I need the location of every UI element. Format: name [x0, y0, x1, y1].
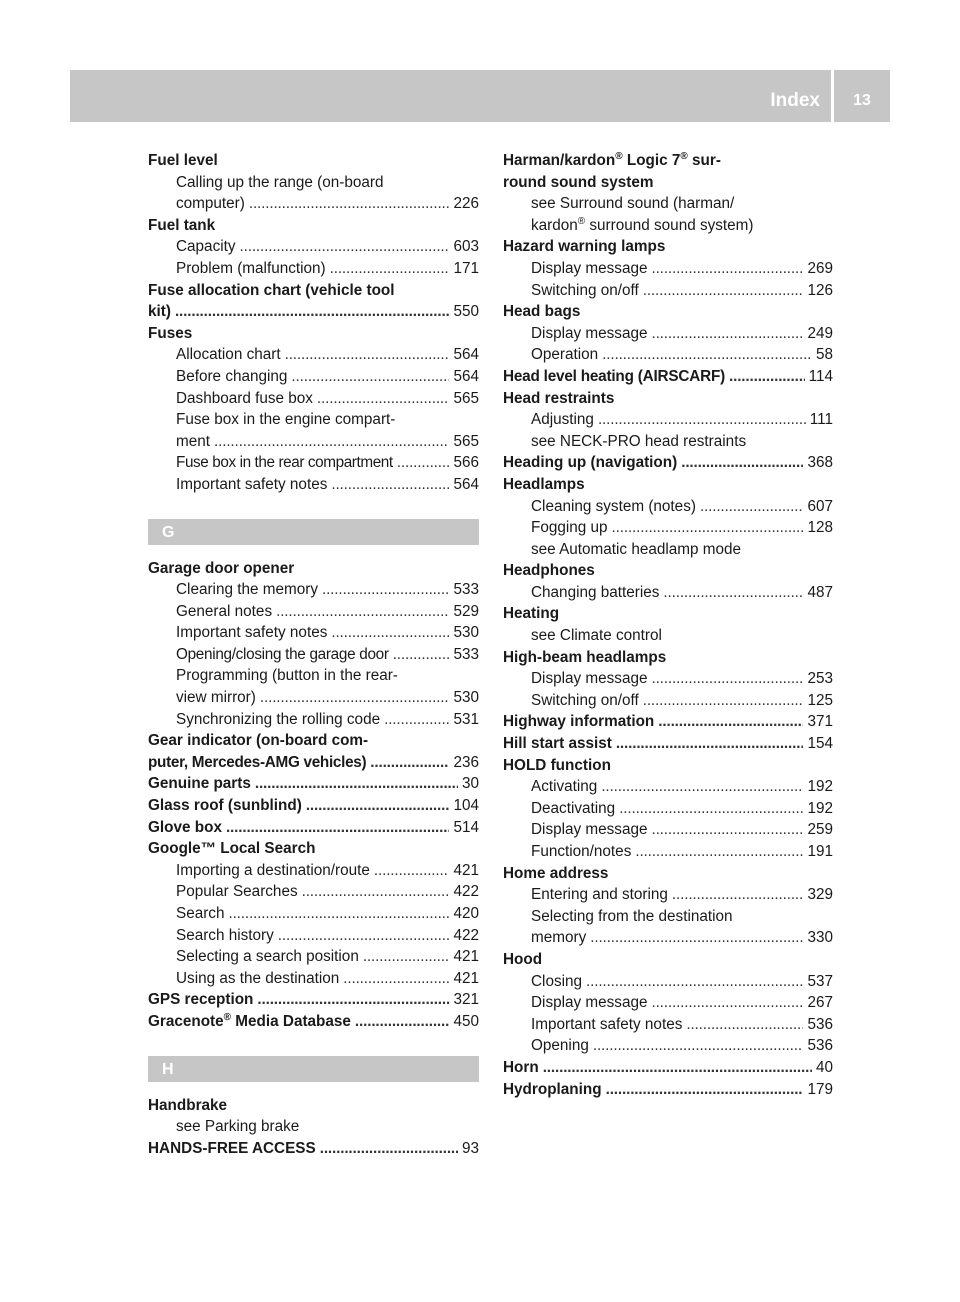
page-ref[interactable]: 422 — [453, 926, 479, 944]
page-ref[interactable]: 154 — [807, 735, 833, 753]
page-ref[interactable]: 530 — [453, 689, 479, 707]
page-ref[interactable]: 226 — [453, 195, 479, 213]
page-ref[interactable]: 530 — [453, 624, 479, 642]
page-ref[interactable]: 421 — [453, 969, 479, 987]
index-entry-glove-box: Glove box . . . 514 — [148, 817, 479, 839]
index-entry-fuel-tank: Fuel tank — [148, 216, 216, 234]
page-ref[interactable]: 537 — [807, 972, 833, 990]
page-ref[interactable]: 126 — [807, 281, 833, 299]
page-ref[interactable]: 111 — [809, 411, 833, 429]
page-ref[interactable]: 192 — [807, 799, 833, 817]
page-ref[interactable]: 171 — [453, 259, 479, 277]
index-entry-google-local-search: Google™ Local Search — [148, 840, 316, 858]
page-ref[interactable]: 329 — [807, 886, 833, 904]
index-entry-hazard-warning-lamps: Hazard warning lamps — [503, 238, 666, 256]
page-ref[interactable]: 371 — [807, 713, 833, 731]
index-entry-home-address: Home address — [503, 864, 609, 882]
page-ref[interactable]: 30 — [461, 775, 479, 793]
section-header-g: G — [148, 519, 479, 545]
page-ref[interactable]: 607 — [807, 497, 833, 515]
page-ref[interactable]: 421 — [453, 948, 479, 966]
page-ref[interactable]: 603 — [453, 238, 479, 256]
page-ref[interactable]: 40 — [815, 1058, 833, 1076]
page-ref[interactable]: 104 — [453, 797, 479, 815]
index-entry-horn: Horn . . . 40 — [503, 1057, 833, 1079]
page-ref[interactable]: 487 — [807, 583, 833, 601]
cross-reference[interactable]: see Climate control — [531, 627, 662, 645]
page-ref[interactable]: 421 — [453, 861, 479, 879]
page-ref[interactable]: 529 — [453, 602, 479, 620]
index-entry-harman-kardon: Harman/kardon® Logic 7® sur- — [503, 151, 721, 169]
index-entry-fuel-level: Fuel level — [148, 152, 218, 169]
index-entry-heating: Heating — [503, 605, 560, 623]
page-ref[interactable]: 267 — [807, 994, 833, 1012]
page-ref[interactable]: 564 — [453, 367, 479, 385]
index-entry-gracenote: Gracenote® Media Database . . . 450 — [148, 1011, 479, 1033]
index-entry-hydroplaning: Hydroplaning . . . 179 — [503, 1079, 833, 1101]
index-entry-handbrake: Handbrake — [148, 1096, 228, 1114]
index-entry-headlamps: Headlamps — [503, 475, 585, 493]
page-ref[interactable]: 321 — [453, 991, 479, 1009]
cross-reference[interactable]: see NECK-PRO head restraints — [531, 432, 747, 450]
page-ref[interactable]: 533 — [453, 645, 479, 663]
page-number: 13 — [834, 70, 890, 122]
page-ref[interactable]: 128 — [807, 519, 833, 537]
index-entry-high-beam-headlamps: High-beam headlamps — [503, 648, 667, 666]
page-ref[interactable]: 420 — [453, 905, 479, 922]
index-entry-headphones: Headphones — [503, 562, 595, 580]
index-entry-garage-door-opener: Garage door opener — [148, 559, 295, 577]
index-entry-hands-free-access: HANDS-FREE ACCESS . . . 93 — [148, 1138, 479, 1160]
page-ref[interactable]: 536 — [807, 1037, 833, 1055]
index-entry-head-level-heating: Head level heating (AIRSCARF) . . . 114 — [503, 366, 833, 388]
index-entry-hold-function: HOLD function — [503, 756, 611, 774]
page-ref[interactable]: 236 — [453, 753, 479, 771]
page-ref[interactable]: 259 — [807, 821, 833, 839]
page-ref[interactable]: 536 — [807, 1015, 833, 1033]
page-ref[interactable]: 450 — [453, 1012, 479, 1030]
page-ref[interactable]: 550 — [453, 303, 479, 321]
page-ref[interactable]: 253 — [807, 670, 833, 688]
page-ref[interactable]: 58 — [815, 346, 833, 364]
index-column-right: Harman/kardon® Logic 7® sur- round sound system see Surround sound (harman/ kardon® surround sound system) Hazard warning lamps Display message . . . 269 Switching on/off . . . 126 Head bags Display message . . . 249 Operation . . . 58 Head level heating (AIRSCARF) . . . 114 Head restraints Adjusting . . . 111 see NECK-PRO head restraints Heading up (navigation) . . . 368 Headlamps Cleaning system (notes) . . . 607 Fogging up . . . 128 see Automatic headlamp mode Headphones Changing batteries . . . 487 Heating see Climate control High-beam headlamps Display message . . . 253 Switching on/off . . . 125 Highway information . . . 371 Hill start assist . . . 154 HOLD function Activating . . . 192 Deactivating . . . 192 Display message . . . 259 Function/notes . . . 191 Home address Entering and storing . . . 329 Selecting from the destination memory . . . 330 Hood Closing . . . 537 Display message . . . 267 Important safety notes . . . 536 Opening . . . 536 Horn . . . 40 Hydroplaning . . . 179 — [503, 150, 833, 1100]
index-entry-hood: Hood — [503, 950, 543, 968]
index-entry-head-restraints: Head restraints — [503, 389, 615, 407]
page-ref[interactable]: 191 — [807, 843, 833, 860]
cross-reference[interactable]: see Automatic headlamp mode — [531, 540, 742, 558]
index-subentry: Capacity . . . 603 — [148, 236, 479, 258]
index-entry-head-bags: Head bags — [503, 303, 581, 321]
page-ref[interactable]: 125 — [807, 691, 833, 709]
cross-reference[interactable]: kardon® surround sound system) — [531, 215, 754, 234]
page-ref[interactable]: 565 — [453, 432, 479, 450]
cross-reference[interactable]: see Parking brake — [176, 1118, 300, 1136]
section-header-h: H — [148, 1056, 479, 1082]
page-ref[interactable]: 269 — [807, 259, 833, 277]
page-ref[interactable]: 330 — [807, 929, 833, 947]
page-title: Index — [770, 90, 820, 111]
index-entry-heading-up: Heading up (navigation) . . . 368 — [503, 452, 833, 474]
page-ref[interactable]: 565 — [453, 389, 479, 407]
page-ref[interactable]: 93 — [461, 1139, 479, 1157]
page-ref[interactable]: 114 — [808, 367, 833, 385]
index-entry-hill-start-assist: Hill start assist . . . 154 — [503, 733, 833, 755]
index-entry-highway-information: Highway information . . . 371 — [503, 711, 833, 733]
page-ref[interactable]: 564 — [453, 475, 479, 493]
index-entry-gear-indicator: Gear indicator (on-board com- — [148, 732, 369, 750]
page-ref[interactable]: 564 — [453, 346, 479, 364]
index-subentry: Problem (malfunction) . . . 171 — [148, 258, 479, 280]
page-ref[interactable]: 533 — [453, 581, 479, 599]
index-column-left: Fuel level Calling up the range (on-board computer) . . . 226 Fuel tank Capacity . . . 603 Problem (malfunction) . . . 171 Fuse allocation chart (vehicle tool kit) . . . 550 Fuses Allocation chart . . . 564 Before changing . . . 564 Dashboard fuse box . . . 565 Fuse box in the engine compart- ment . . . 565 Fuse box in the rear compartment . . . 566 Important safety notes . . . 564 G Garage door opener Clearing the memory . . . 533 General notes . . . 529 Important safety notes . . . 530 Opening/closing the garage door . . . 533 Programming (button in the rear- view mirror) . . . 530 Synchronizing the rolling code . . . 531 Gear indicator (on-board com- puter, Mercedes-AMG vehicles) . . . 236 Genuine parts . . . 30 Glass roof (sunblind) . . . 104 Glove box . . . 514 Google™ Local Search Importing a destination/route . . . 421 Popular Searches . . . 422 Search . . . 420 Search history . . . 422 Selecting a search position . . . 421 Using as the destination . . . 421 GPS reception . . . 321 Gracenote® Media Database . . . 450 H Handbrake see Parking brake HANDS-FREE ACCESS . . . 93 — [148, 150, 479, 1159]
index-entry-gps-reception: GPS reception . . . 321 — [148, 989, 479, 1011]
page-ref[interactable]: 249 — [807, 324, 833, 342]
page-ref[interactable]: 514 — [453, 818, 479, 836]
index-entry-fuses: Fuses — [148, 324, 193, 342]
page-ref[interactable]: 192 — [807, 778, 833, 796]
page-ref[interactable]: 422 — [453, 883, 479, 901]
page-ref[interactable]: 368 — [807, 454, 833, 472]
index-entry-fuse-chart: Fuse allocation chart (vehicle tool — [148, 281, 395, 299]
index-entry-genuine-parts: Genuine parts . . . 30 — [148, 773, 479, 795]
page-ref[interactable]: 179 — [807, 1080, 833, 1098]
page-ref[interactable]: 531 — [453, 710, 479, 728]
page-ref[interactable]: 566 — [453, 454, 479, 472]
index-subentry: computer) . . . 226 — [148, 193, 479, 215]
index-entry-glass-roof: Glass roof (sunblind) . . . 104 — [148, 795, 479, 817]
